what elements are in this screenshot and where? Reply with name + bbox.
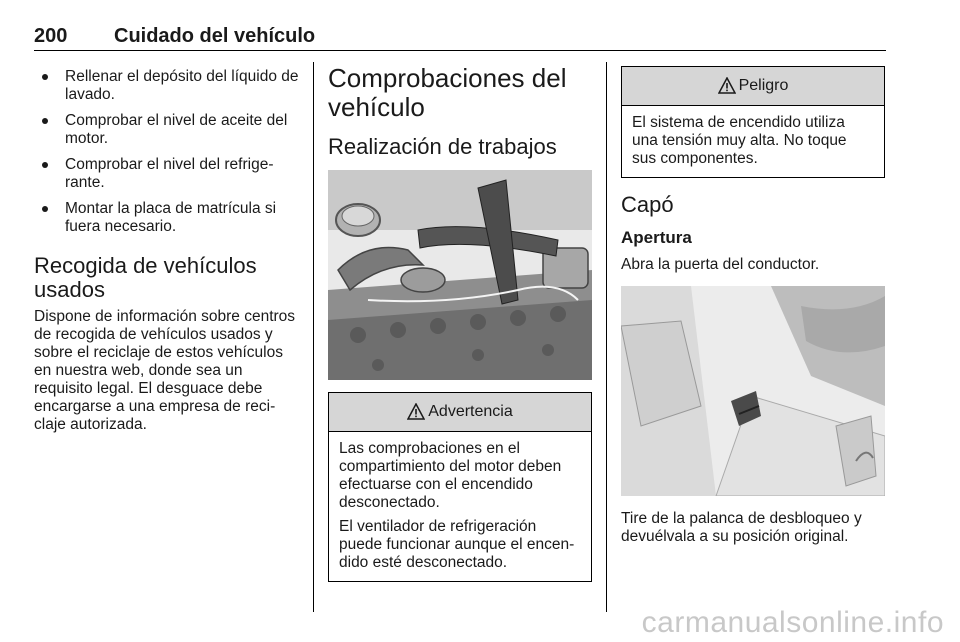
- danger-paragraph: El sistema de encendido utiliza una tensión muy alta. No toque sus componentes.: [632, 114, 847, 167]
- warning-body: [329, 432, 591, 581]
- warning-paragraph: Las comprobaciones en el compartimiento del motor deben efectuarse con el encendido desconectado.: [339, 440, 562, 511]
- watermark: carmanualsonline.info: [641, 606, 944, 639]
- section-heading: Comprobaciones del vehículo: [328, 63, 567, 122]
- section-heading: Recogida de vehículos usados: [34, 253, 257, 302]
- warning-header: [329, 393, 591, 432]
- warning-icon: [718, 77, 736, 95]
- page-number: 200: [34, 25, 68, 47]
- list-item: Comprobar el nivel de aceite del motor.: [34, 112, 300, 148]
- column-1: [34, 62, 300, 434]
- sub-heading: Realización de trabajos: [328, 134, 557, 159]
- danger-box: [621, 66, 885, 178]
- column-divider: [606, 62, 607, 612]
- section-title: Cuidado del vehículo: [114, 25, 316, 47]
- column-2: [328, 62, 592, 582]
- danger-body: [622, 106, 884, 177]
- bullet-list: [34, 68, 300, 236]
- list-item: Montar la placa de matrícula si fuera necesario.: [34, 200, 300, 236]
- section-heading: Capó: [621, 192, 674, 217]
- paragraph: Dispone de información sobre centros de recogida de vehículos usados y sobre el reciclaje de estos vehículos en nuestra web, donde sea un requisito legal. El desguace debe encargarse a una empresa de reci-claje autorizada.: [34, 308, 296, 433]
- warning-icon: [407, 403, 425, 421]
- hood-release-lever-image: [621, 286, 885, 496]
- danger-header: [622, 67, 884, 106]
- paragraph: Tire de la palanca de desbloqueo y devuélvala a su posición original.: [621, 510, 862, 545]
- warning-title: Advertencia: [428, 403, 513, 420]
- sub-heading: Apertura: [621, 228, 692, 247]
- warning-box: [328, 392, 592, 582]
- danger-title: Peligro: [738, 77, 789, 94]
- paragraph: Abra la puerta del conductor.: [621, 256, 820, 273]
- page-header: [34, 24, 886, 51]
- warning-paragraph: El ventilador de refrigeración puede funcionar aunque el encen-dido esté desconectado.: [339, 518, 575, 571]
- column-divider: [313, 62, 314, 612]
- engine-compartment-image: [328, 170, 592, 380]
- list-item: Comprobar el nivel del refrige-rante.: [34, 156, 300, 192]
- list-item: Rellenar el depósito del líquido de lavado.: [34, 68, 300, 104]
- column-3: [621, 62, 885, 546]
